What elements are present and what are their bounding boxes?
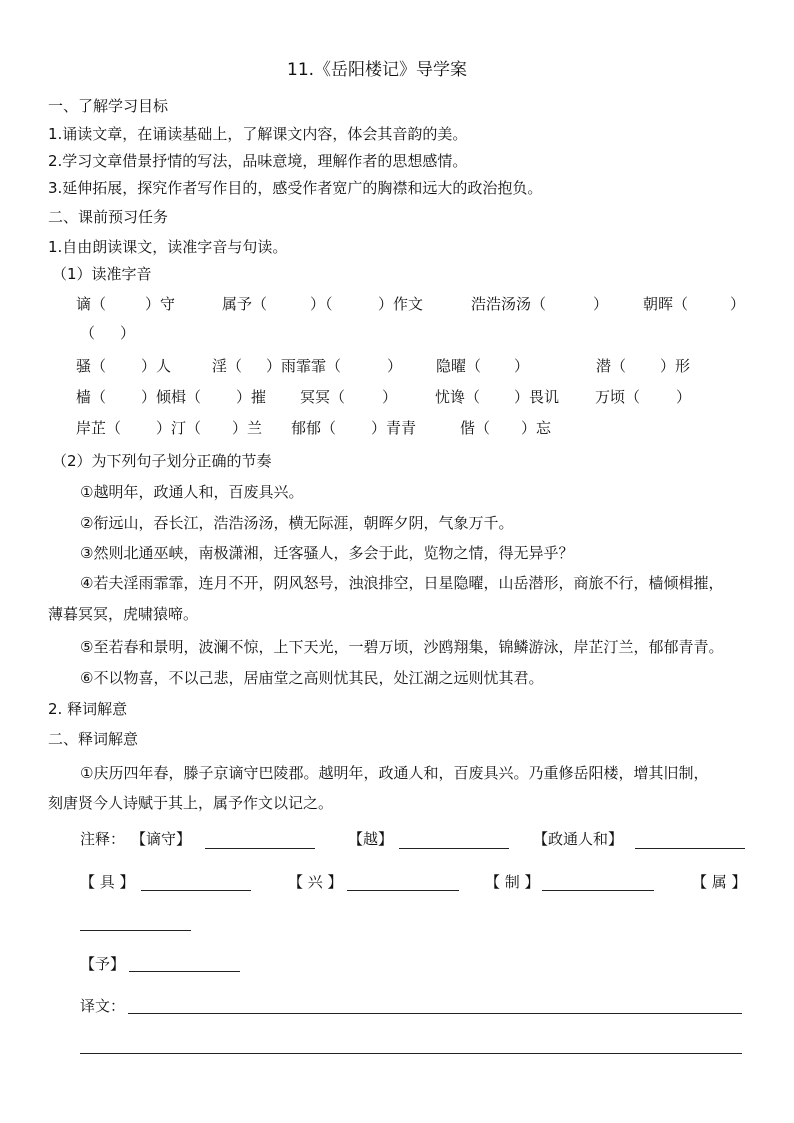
subtask-label: （1）读准字音	[52, 265, 152, 283]
passage-line: ①庆历四年春，滕子京谪守巴陵郡。越明年，政通人和，百废具兴。乃重修岳阳楼，增其旧制，	[80, 764, 709, 782]
pron-item: 谪（	[76, 295, 107, 313]
pron-item: ）	[120, 324, 136, 342]
pron-item: 郁郁（	[291, 419, 337, 437]
term-label: 【 属 】	[692, 873, 747, 891]
term-label: 【予】	[80, 955, 126, 973]
pron-item: ）倾楫（	[141, 388, 202, 406]
pron-item: ）雨霏霏（	[266, 357, 342, 375]
pron-item: ）作文	[378, 295, 424, 313]
pron-item: 万顷（	[595, 388, 641, 406]
pron-item: ）	[676, 388, 692, 406]
section-heading-preview: 二、课前预习任务	[48, 208, 169, 226]
answer-blank[interactable]	[542, 890, 654, 891]
term-label: 【 兴 】	[288, 873, 343, 891]
rhythm-sentence: ⑥不以物喜，不以己悲，居庙堂之高则忧其民，处江湖之远则忧其君。	[80, 669, 544, 687]
pron-item: ）守	[145, 295, 176, 313]
pron-item: 淫（	[212, 357, 243, 375]
answer-blank[interactable]	[399, 848, 509, 849]
pron-item: ）形	[660, 357, 691, 375]
pron-item: 朝晖（	[643, 295, 689, 313]
pron-item: 樯（	[76, 388, 107, 406]
section-heading-goals: 一、了解学习目标	[48, 97, 169, 115]
rhythm-sentence: ②衔远山，吞长江，浩浩汤汤，横无际涯，朝晖夕阴，气象万千。	[80, 514, 514, 532]
term-label: 【谪守】	[131, 830, 192, 848]
task-label: 2. 释词解意	[48, 700, 128, 718]
translation-line[interactable]	[128, 1013, 742, 1014]
term-label: 【越】	[348, 830, 394, 848]
term-label: 【政通人和】	[533, 830, 624, 848]
term-label: 【 具 】	[80, 873, 135, 891]
goal-item: 1.诵读文章，在诵读基础上，了解课文内容，体会其音韵的美。	[48, 125, 468, 143]
pron-item: （	[80, 324, 96, 342]
pron-item: ）畏讥	[514, 388, 560, 406]
rhythm-sentence: ③然则北通巫峡，南极潇湘，迁客骚人，多会于此，览物之情，得无异乎？	[80, 544, 574, 562]
rhythm-sentence-cont: 薄暮冥冥，虎啸猿啼。	[48, 605, 199, 623]
pron-item: ）	[382, 388, 398, 406]
pron-item: 冥冥（	[300, 388, 346, 406]
pron-item: 偕（	[460, 419, 491, 437]
pron-item: 骚（	[76, 357, 107, 375]
answer-blank[interactable]	[80, 930, 191, 931]
pron-item: ）忘	[521, 419, 552, 437]
pron-item: ）汀（	[156, 419, 202, 437]
pron-item: 隐曜（	[436, 357, 482, 375]
translation-label: 译文：	[80, 997, 126, 1015]
answer-blank[interactable]	[141, 890, 251, 891]
goal-item: 3.延伸拓展，探究作者写作目的，感受作者宽广的胸襟和远大的政治抱负。	[48, 179, 543, 197]
translation-line[interactable]	[80, 1053, 742, 1054]
pron-item: ）	[387, 357, 403, 375]
answer-blank[interactable]	[635, 848, 745, 849]
pron-item: 潜（	[596, 357, 627, 375]
pron-item: ）人	[141, 357, 172, 375]
pron-item: ）	[730, 295, 746, 313]
pron-item: ）青青	[371, 419, 417, 437]
pron-item: ）摧	[236, 388, 267, 406]
rhythm-sentence: ④若夫淫雨霏霏，连月不开，阴风怒号，浊浪排空，日星隐曜，山岳潜形，商旅不行，樯倾楫摧，	[80, 574, 724, 592]
pron-item: 浩浩汤汤（	[471, 295, 547, 313]
task-label: 1.自由朗读课文，读准字音与句读。	[48, 238, 288, 256]
term-label: 【 制 】	[485, 873, 540, 891]
pron-item: 忧谗（	[435, 388, 481, 406]
pron-item: ）	[593, 295, 609, 313]
pron-item: ）兰	[232, 419, 263, 437]
answer-blank[interactable]	[347, 890, 459, 891]
answer-blank[interactable]	[205, 848, 315, 849]
subtask-label: （2）为下列句子划分正确的节奏	[52, 452, 272, 470]
note-label: 注释：	[80, 830, 126, 848]
pron-item: ）（	[310, 295, 333, 313]
pron-item: 岸芷（	[76, 419, 122, 437]
goal-item: 2.学习文章借景抒情的写法，品味意境，理解作者的思想感情。	[48, 152, 468, 170]
rhythm-sentence: ⑤至若春和景明，波澜不惊，上下天光，一碧万顷，沙鸥翔集，锦鳞游泳，岸芷汀兰，郁郁青青。	[80, 638, 724, 656]
passage-line: 刻唐贤今人诗赋于其上，属予作文以记之。	[48, 794, 334, 812]
pron-item: ）	[514, 357, 530, 375]
rhythm-sentence: ①越明年，政通人和，百废具兴。	[80, 483, 304, 501]
pron-item: 属予（	[222, 295, 268, 313]
answer-blank[interactable]	[129, 971, 240, 972]
section-heading-words: 二、释词解意	[48, 730, 139, 748]
page-title: 11.《岳阳楼记》导学案	[287, 60, 468, 80]
